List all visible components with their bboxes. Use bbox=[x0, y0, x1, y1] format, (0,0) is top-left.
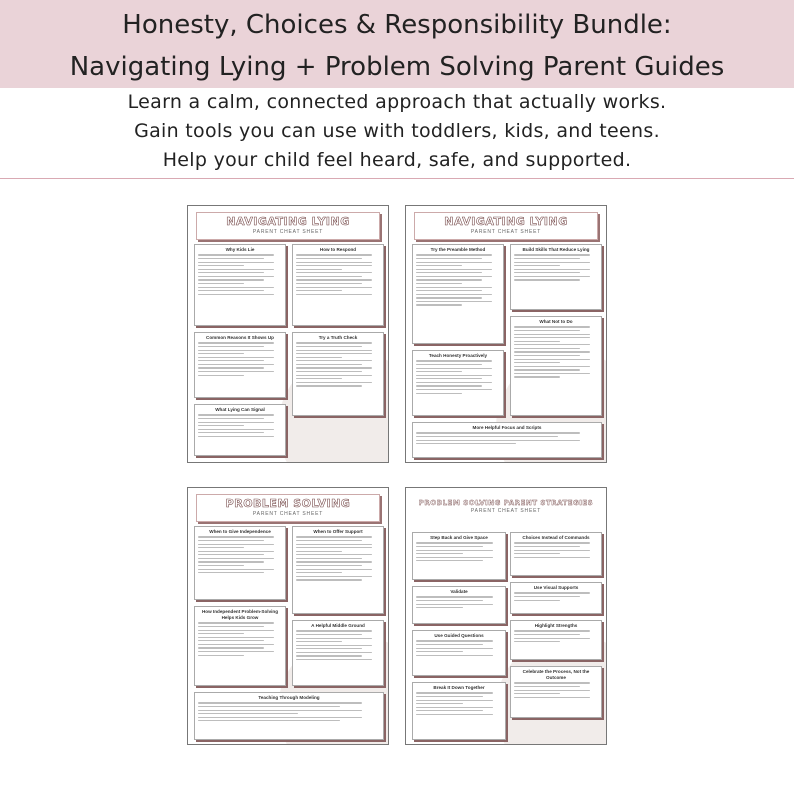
section-heading: A Helpful Middle Ground bbox=[311, 623, 365, 628]
section-heading: Step Back and Give Space bbox=[430, 535, 488, 540]
section-heading: Teaching Through Modeling bbox=[258, 695, 320, 700]
sheet-navigating-lying-1 bbox=[187, 205, 389, 463]
subtitle-line-3: Help your child feel heard, safe, and supported. bbox=[162, 149, 632, 171]
section-box bbox=[412, 532, 506, 580]
section-box bbox=[510, 666, 602, 718]
section-heading: Teach Honesty Proactively bbox=[428, 353, 488, 358]
section-heading: More Helpful Focus and Scripts bbox=[472, 425, 542, 430]
section-heading: Why Kids Lie bbox=[225, 247, 255, 252]
section-box bbox=[510, 532, 602, 576]
section-heading: Try the Preamble Method bbox=[430, 247, 486, 252]
sheet-title-box bbox=[414, 494, 598, 520]
section-divider bbox=[0, 178, 794, 179]
section-heading: Try a Truth Check bbox=[318, 335, 358, 340]
section-heading: Validate bbox=[450, 589, 468, 594]
section-box bbox=[510, 620, 602, 660]
section-box bbox=[412, 586, 506, 624]
subtitle-line-1: Learn a calm, connected approach that actually works. bbox=[127, 91, 667, 113]
section-box bbox=[412, 350, 504, 416]
sheet-navigating-lying-2 bbox=[405, 205, 607, 463]
section-heading: Highlight Strengths bbox=[534, 623, 578, 628]
section-box bbox=[510, 244, 602, 310]
section-box bbox=[412, 630, 506, 676]
title-line-1: Honesty, Choices & Responsibility Bundle: bbox=[122, 10, 672, 40]
section-heading: Use Visual Supports bbox=[533, 585, 579, 590]
sheet-title-box bbox=[196, 212, 380, 240]
section-box bbox=[510, 582, 602, 614]
section-box bbox=[292, 332, 384, 416]
section-box bbox=[292, 244, 384, 326]
sheet-subtitle: PARENT CHEAT SHEET bbox=[470, 508, 542, 514]
sheet-title: PROBLEM SOLVING PARENT STRATEGIES bbox=[418, 499, 594, 507]
title-line-2: Navigating Lying + Problem Solving Parent Guides bbox=[69, 52, 725, 82]
sheet-title: PROBLEM SOLVING bbox=[225, 497, 351, 510]
sheet-subtitle: PARENT CHEAT SHEET bbox=[252, 511, 324, 517]
section-box bbox=[510, 316, 602, 416]
section-heading: Use Guided Questions bbox=[434, 633, 484, 638]
section-heading: When to Give Independence bbox=[209, 529, 271, 534]
section-box bbox=[194, 606, 286, 686]
section-heading: What Lying Can Signal bbox=[215, 407, 265, 412]
subtitle-line-2: Gain tools you can use with toddlers, kids, and teens. bbox=[134, 120, 660, 142]
section-box bbox=[292, 526, 384, 614]
section-box bbox=[194, 404, 286, 456]
sheet-problem-solving bbox=[187, 487, 389, 745]
section-box bbox=[194, 244, 286, 326]
section-heading: How Independent Problem-Solving Helps Kids Grow bbox=[201, 609, 279, 620]
section-heading: How to Respond bbox=[319, 247, 357, 252]
section-box bbox=[412, 244, 504, 344]
sheet-title: NAVIGATING LYING bbox=[226, 215, 350, 228]
section-box bbox=[194, 526, 286, 600]
section-box bbox=[412, 422, 602, 458]
sheet-problem-solving-strategies bbox=[405, 487, 607, 745]
section-box bbox=[412, 682, 506, 740]
section-heading: Build Skills That Reduce Lying bbox=[522, 247, 590, 252]
sheet-subtitle: PARENT CHEAT SHEET bbox=[252, 229, 324, 235]
title-banner bbox=[0, 0, 794, 88]
section-heading: Break It Down Together bbox=[433, 685, 485, 690]
sheet-title: NAVIGATING LYING bbox=[444, 215, 568, 228]
section-box bbox=[194, 332, 286, 398]
sheet-title-box bbox=[414, 212, 598, 240]
section-heading: Common Reasons It Shows Up bbox=[206, 335, 274, 340]
section-heading: What Not to Do bbox=[539, 319, 573, 324]
section-heading: Choices Instead of Commands bbox=[522, 535, 590, 540]
section-heading: When to Offer Support bbox=[313, 529, 363, 534]
section-heading: Celebrate the Process, Not the Outcome bbox=[522, 669, 590, 680]
sheet-subtitle: PARENT CHEAT SHEET bbox=[470, 229, 542, 235]
section-box bbox=[194, 692, 384, 740]
sheet-title-box bbox=[196, 494, 380, 522]
section-box bbox=[292, 620, 384, 686]
